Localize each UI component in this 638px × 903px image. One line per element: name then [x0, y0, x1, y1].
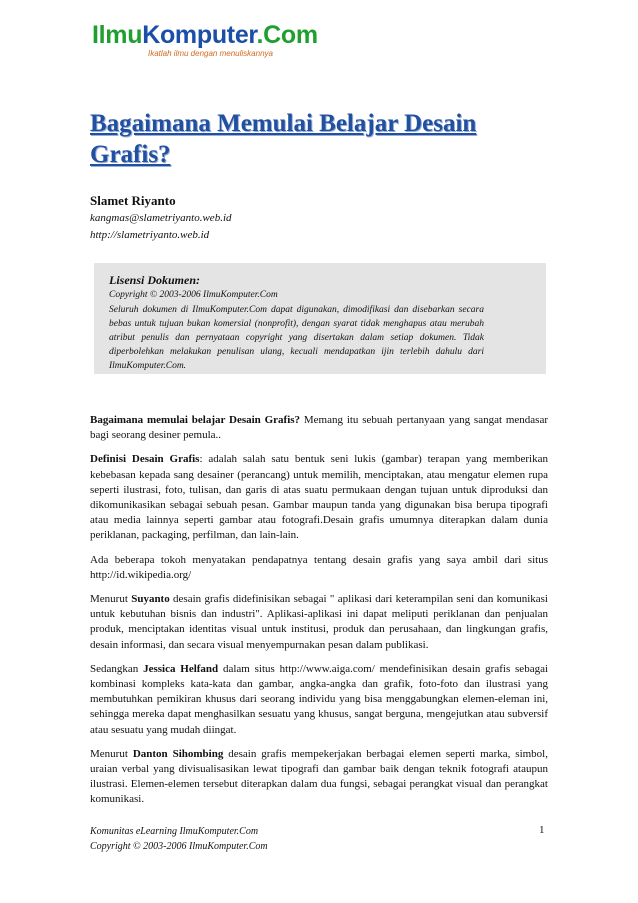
name-sihombing: Danton Sihombing: [132, 747, 224, 760]
page-footer: [90, 824, 268, 854]
site-logo: [92, 21, 318, 58]
document-title: Bagaimana Memulai Belajar Desain Grafis?: [90, 110, 477, 168]
author-email: kangmas@slametriyanto.web.id: [90, 212, 232, 224]
paragraph-intro: [90, 413, 548, 443]
name-suyanto: Suyanto: [131, 593, 170, 606]
footer-copyright: Copyright © 2003-2006 IlmuKomputer.Com: [90, 841, 268, 852]
logo-part-komputer: Komputer: [142, 21, 257, 49]
logo-part-ilmu: Ilmu: [92, 21, 143, 49]
helfand-prefix: Sedangkan: [90, 662, 144, 675]
name-helfand: Jessica Helfand: [143, 662, 219, 675]
paragraph-suyanto: [90, 592, 548, 653]
paragraph-definition: [90, 452, 548, 543]
page-number: 1: [539, 824, 545, 836]
helfand-text: dalam situs http://www.aiga.com/ mendefinisikan desain grafis sebagai kombinasi kompleks kata-kata dan gambar, angka-angka dan grafik, foto-foto dan ilustrasi yang membutuhkan pemikiran khusus dari seorang individu yang bisa menggabungkan elemen-eleman ini, sehingga mereka dapat menghasilkan sesuatu yang khusus, sangat berguna, mengejutkan atau subversif atau sesuatu yang mudah diingat.: [90, 662, 549, 736]
footer-community: Komunitas eLearning IlmuKomputer.Com: [90, 826, 259, 837]
sihombing-text: desain grafis mempekerjakan berbagai elemen seperti marka, simbol, uraian verbal yang divisualisasikan lewat tipografi dan gambar baik dengan teknik fotografi ataupun ilustrasi. Elemen-elemen tersebut diterapkan dalam dua fungsi, sebagai perangkat visual dan perangkat komunikasi.: [90, 747, 548, 806]
intro-question: Bagaimana memulai belajar Desain Grafis?: [90, 414, 301, 426]
license-box: [94, 263, 546, 374]
definition-term: Definisi Desain Grafis: [90, 453, 200, 466]
article-body: [90, 413, 548, 817]
author-name: Slamet Riyanto: [90, 193, 176, 208]
paragraph-sources: Ada beberapa tokoh menyatakan pendapatnya tentang desain grafis yang saya ambil dari situs http://id.wikipedia.org/: [90, 553, 548, 581]
suyanto-prefix: Menurut: [90, 593, 132, 606]
sihombing-prefix: Menurut: [90, 747, 133, 760]
license-text: Seluruh dokumen di IlmuKomputer.Com dapat digunakan, dimodifikasi dan disebarkan secara bebas untuk tujuan bukan komersial (nonprofit), dengan syarat tidak menghapus atau merubah atribut penulis dan pernyataan copyright yang disertakan dalam setiap dokumen. Tidak diperbolehkan melakukan penulisan ulang, kecuali mendapatkan ijin terlebih dahulu dari IlmuKomputer.Com.: [109, 305, 484, 371]
logo-part-com: .Com: [256, 21, 318, 49]
intro-text: Memang itu sebuah pertanyaan yang sangat mendasar bagi seorang desiner pemula..: [90, 414, 549, 442]
paragraph-helfand: [90, 662, 548, 738]
license-copyright: Copyright © 2003-2006 IlmuKomputer.Com: [109, 290, 278, 300]
license-heading: Lisensi Dokumen:: [109, 273, 201, 287]
author-website: http://slametriyanto.web.id: [90, 229, 210, 241]
logo-tagline: Ikatlah ilmu dengan menuliskannya: [148, 49, 273, 58]
logo-wordmark: [92, 22, 318, 48]
paragraph-sihombing: [90, 747, 548, 808]
suyanto-text: desain grafis didefinisikan sebagai " aplikasi dari keterampilan seni dan komunikasi untuk kebutuhan bisnis dan industri". Aplikasi-aplikasi ini dapat meliputi periklanan dan penjualan produk, menciptakan identitas visual untuk institusi, produk dan perusahaan, dan lingkungan grafis, desain informasi, dan secara visual menyempurnakan pesan dalam publikasi.: [90, 593, 548, 651]
definition-text: : adalah salah satu bentuk seni lukis (gambar) terapan yang memberikan kebebasan kepada sang desainer (perancang) untuk memilih, menciptakan, atau mengatur elemen rupa seperti ilustrasi, foto, tulisan, dan garis di atas suatu permukaan dengan tujuan untuk diproduksi dan dikomunikasikan sebagai sebuah pesan. Gambar maupun tanda yang digunakan bisa berupa tipografi atau media lainnya seperti gambar atau fotografi.Desain grafis umumnya diterapkan dalam dunia periklanan, packaging, perfilman, dan lain-lain.: [90, 453, 548, 542]
